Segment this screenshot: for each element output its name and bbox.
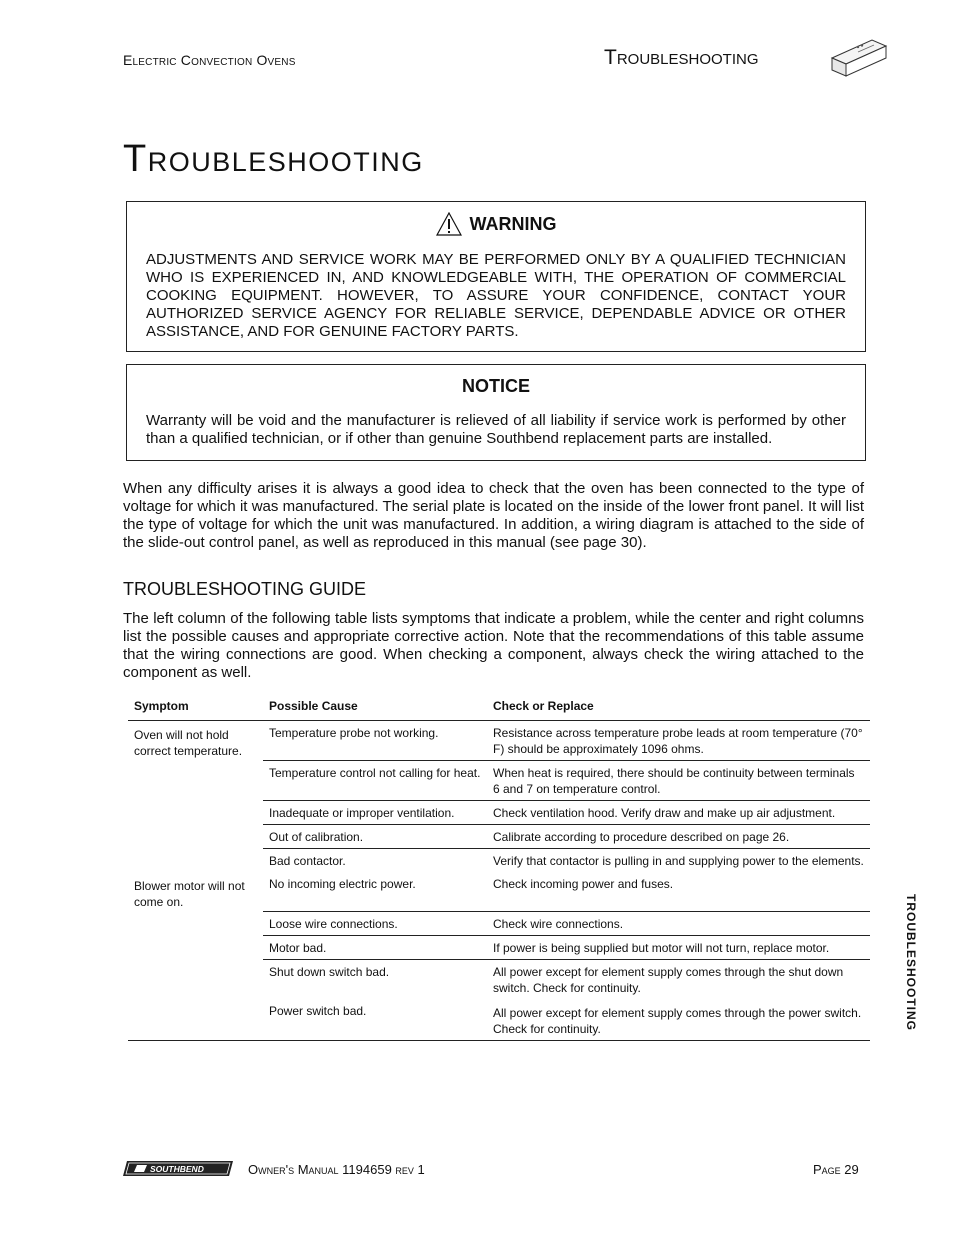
warning-title: WARNING bbox=[469, 213, 557, 234]
action-cell: Calibrate according to procedure described on page 26. bbox=[487, 825, 870, 849]
notice-box bbox=[126, 364, 866, 461]
action-cell: All power except for element supply comes through the power switch. Check for continuity. bbox=[487, 999, 870, 1041]
action-cell: Check incoming power and fuses. bbox=[487, 872, 870, 912]
action-cell: When heat is required, there should be continuity between terminals 6 and 7 on temperature control. bbox=[487, 761, 870, 801]
warning-box bbox=[126, 201, 866, 352]
footer-page-number: Page 29 bbox=[813, 1162, 859, 1177]
symptom-cell: Oven will not hold correct temperature. bbox=[134, 728, 243, 758]
side-tab-label: TROUBLESHOOTING bbox=[904, 894, 918, 1031]
warning-heading bbox=[146, 212, 846, 236]
cause-cell: Bad contactor. bbox=[269, 854, 346, 868]
action-cell: Check ventilation hood. Verify draw and make up air adjustment. bbox=[487, 801, 870, 825]
cause-cell: No incoming electric power. bbox=[263, 872, 487, 912]
header-left-title: Electric Convection Ovens bbox=[123, 52, 296, 68]
guide-paragraph: The left column of the following table lists symptoms that indicate a problem, while the center and right columns list the possible causes and appropriate corrective action. Note that the recommendations of this table assume that the wiring connections are good. When checking a component, always check the wiring attached to the component as well. bbox=[123, 610, 864, 681]
table-header-row bbox=[128, 695, 870, 721]
cause-cell: Temperature control not calling for heat. bbox=[263, 761, 487, 801]
table-row bbox=[128, 721, 870, 761]
cause-cell: Loose wire connections. bbox=[263, 912, 487, 936]
logo-text: SOUTHBEND bbox=[150, 1164, 204, 1174]
action-cell: All power except for element supply comes through the shut down switch. Check for continuity. bbox=[493, 965, 844, 995]
page-title: Troubleshooting bbox=[123, 138, 424, 180]
oven-icon bbox=[828, 34, 890, 82]
intro-paragraph: When any difficulty arises it is always a good idea to check that the oven has been connected to the type of voltage for which it was manufactured. The serial plate is located on the inside of the lower front panel. It will list the type of voltage for which the unit was manufactured. In addition, a wiring diagram is attached to the side of the slide-out control panel, as well as reproduced in this manual (see page 30). bbox=[123, 480, 864, 551]
cause-cell: Out of calibration. bbox=[263, 825, 487, 849]
column-header-cause: Possible Cause bbox=[263, 695, 487, 721]
cause-cell: Power switch bad. bbox=[263, 999, 487, 1041]
troubleshooting-table bbox=[128, 695, 870, 1041]
southbend-logo bbox=[123, 1160, 233, 1177]
footer-manual-label: Owner's Manual 1194659 rev 1 bbox=[248, 1162, 425, 1177]
cause-cell: Inadequate or improper ventilation. bbox=[263, 801, 487, 825]
action-cell: Check wire connections. bbox=[487, 912, 870, 936]
cause-cell: Motor bad. bbox=[263, 936, 487, 960]
warning-text: ADJUSTMENTS AND SERVICE WORK MAY BE PERFORMED ONLY BY A QUALIFIED TECHNICIAN WHO IS EXPERIENCED IN, AND KNOWLEDGEABLE WITH, THE OPERATION OF COMMERCIAL COOKING EQUIPMENT. HOWEVER, TO ASSURE YOUR CONFIDENCE, CONTACT YOUR AUTHORIZED SERVICE AGENCY FOR RELIABLE SERVICE, DEPENDABLE ADVICE OR OTHER ASSISTANCE, AND FOR GENUINE FACTORY PARTS. bbox=[146, 251, 846, 340]
cause-cell: Shut down switch bad. bbox=[269, 965, 390, 979]
table-row bbox=[128, 872, 870, 912]
symptom-cell: Blower motor will not come on. bbox=[128, 872, 263, 1041]
notice-text: Warranty will be void and the manufacturer is relieved of all liability if service work is performed by other than a qualified technician, or if other than genuine Southbend replacement parts are installed. bbox=[146, 412, 846, 447]
column-header-action: Check or Replace bbox=[487, 695, 870, 721]
action-cell: Verify that contactor is pulling in and supplying power to the elements. bbox=[493, 854, 864, 868]
warning-triangle-icon bbox=[436, 212, 462, 236]
header-right-title: Troubleshooting bbox=[604, 46, 759, 69]
column-header-symptom: Symptom bbox=[128, 695, 263, 721]
notice-title: NOTICE bbox=[461, 376, 530, 396]
section-heading: TROUBLESHOOTING GUIDE bbox=[123, 579, 367, 599]
cause-cell: Temperature probe not working. bbox=[263, 721, 487, 761]
action-cell: If power is being supplied but motor will not turn, replace motor. bbox=[487, 936, 870, 960]
action-cell: Resistance across temperature probe leads at room temperature (70° F) should be approximately 1096 ohms. bbox=[487, 721, 870, 761]
